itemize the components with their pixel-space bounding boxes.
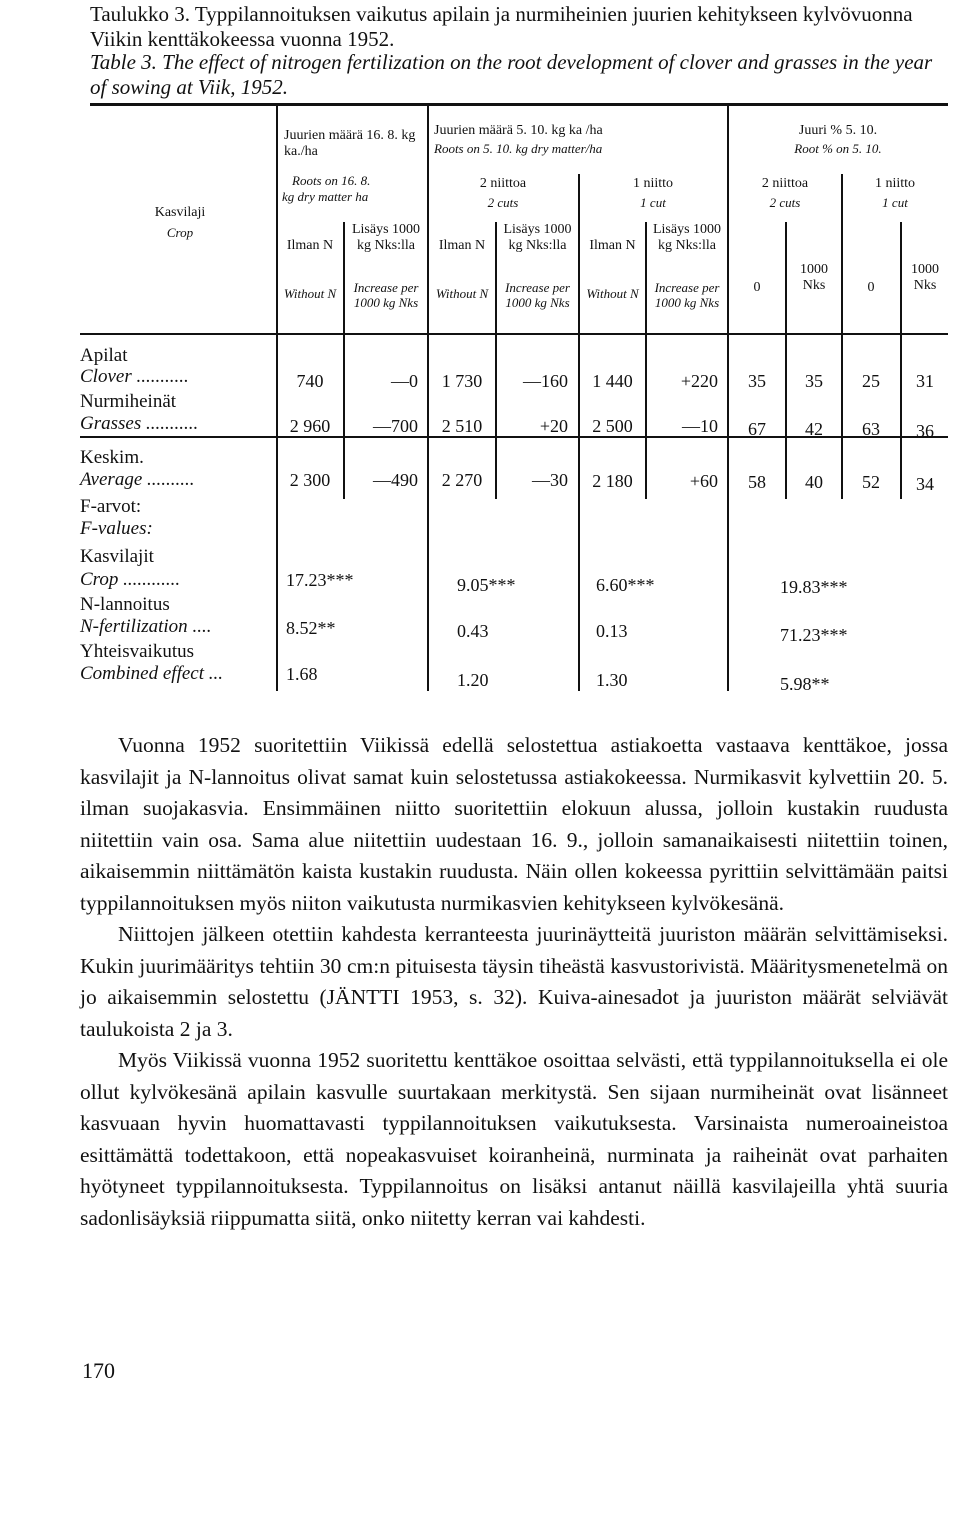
subheader-without-n-en: Without N [586,286,639,301]
fvalue-label-nfert-en: N-fertilization .... [80,616,212,637]
subheader-without-n: Ilman N [438,238,486,253]
cell: +20 [539,416,568,436]
col-rule [343,222,345,499]
cell: 740 [296,371,324,391]
subheader-nks: 1000 Nks [911,262,939,293]
subheader-increase: Lisäys 1000 kg Nks:lla [351,222,421,253]
row-label-grasses-en: Grasses ........... [80,413,199,434]
col-rule [578,174,580,691]
col-rule [727,106,729,691]
col-rule [900,222,902,499]
cut1-header: 1 niitto [632,176,674,191]
group3-header-en: Root % on 5. 10. [794,141,882,156]
paragraph: Vuonna 1952 suoritettiin Viikissä edellä selostettua astiakoetta vastaava kenttäkoe, jossa kasvilajit ja N-lannoitus olivat samat kuin selostetussa astiakokeessa. Nurmikasvit kylvettiin 20. 5. ilman suojakasvia. Ensimmäinen niitto suoritettiin elokuun alussa, jolloin kustakin ruudusta niitettiin vain osa. Sama alue niitettiin uudestaan 16. 9., jolloin samanaikaisesti niitettiin toinen, aikaisemmin niittämätön kaista kustakin ruudusta. Näin ollen kokeessa pyrittiin selvittämään paitsi typpilannoituksen myös niiton vaikutusta nurmikasvien kehitykseen kylvökesänä. [80,733,948,915]
cell: 35 [748,371,766,391]
fvalue-cell: 17.23*** [286,570,354,590]
col-rule [841,174,843,499]
cell: 67 [748,419,766,439]
cell: —30 [532,470,568,490]
subheader-increase-en: Increase per 1000 kg Nks [505,280,570,310]
crop-header: Kasvilaji [154,205,206,220]
cell: +60 [689,471,718,491]
subheader-increase-en: Increase per 1000 kg Nks [353,280,419,310]
subheader-increase: Lisäys 1000 kg Nks:lla [503,222,572,253]
fvalue-cell: 6.60*** [596,575,655,595]
row-label-clover-en: Clover ........... [80,366,189,387]
fvalue-cell: 0.13 [596,621,628,641]
subheader-without-n-en: Without N [435,286,489,301]
cell: 25 [862,371,880,391]
cell: 52 [862,472,880,492]
cut2-header-pct: 2 niittoa [761,176,809,191]
cell: 36 [916,421,934,441]
fvalue-cell: 0.43 [457,621,489,641]
cut1-header-pct-en: 1 cut [882,195,908,210]
cell: —490 [373,470,418,490]
cell: 2 300 [289,470,331,490]
cell: 1 440 [592,371,633,391]
cell: 31 [916,371,934,391]
subheader-without-n: Ilman N [286,238,334,253]
cut2-header-pct-en: 2 cuts [769,195,801,210]
paragraph: Myös Viikissä vuonna 1952 suoritettu kenttäkoe osoittaa selvästi, että typpilannoituksella ei ole ollut kylvökesänä apilain kasvulle suurtakaan merkitystä. Sen sijaan nurmiheinät ovat lisänneet kasvuaan hyvin huomattavasti typpilannoituksen vaikutuksesta. Varsinaista numeroaineistoa esittämättä todettakoon, että nopeakasvuiset koiranheinä, nurminata ja raiheinät ovat parhaiten hyötyneet typpilannoituksesta. Typpilannoitus on lisäksi antanut näillä kasvilajeilla yhtä suuria sadonlisäyksiä riippumatta siitä, onko niitetty kerran vai kahdesti. [80,1048,948,1230]
fvalue-label-combined: Yhteisvaikutus [80,641,194,662]
subheader-increase-en: Increase per 1000 kg Nks [654,280,720,310]
fvalue-cell: 5.98** [780,674,830,694]
group1-header-en: Roots on 16. 8. [292,173,371,188]
fvalue-label-crop: Kasvilajit [80,546,154,567]
cell: —0 [391,371,418,391]
cell: 40 [805,472,823,492]
paragraph: Niittojen jälkeen otettiin kahdesta kerranteesta juurinäytteitä juuriston määrän selvittämiseksi. Kukin juurimääritys tehtiin 30 cm:n pituisesta täysin tiheästä kasvustorivistä. Määritysmenetelmä on jo aikaisemmin selostettu (JÄNTTI 1953, s. 32). Kuiva-ainesadot ja juuriston määrät selviävät taulukoista 2 ja 3. [80,922,948,1041]
subheader-without-n: Ilman N [589,238,636,253]
cell: 2 960 [289,416,331,436]
cell: 58 [748,472,766,492]
cell: 1 730 [441,371,483,391]
fvalue-label-combined-en: Combined effect ... [80,663,223,684]
cell: +220 [680,371,718,391]
table-caption-finnish: Taulukko 3. Typpilannoituksen vaikutus apilain ja nurmiheinien juurien kehitykseen kylvövuonna Viikin kenttäkokeessa vuonna 1952. [90,2,913,51]
col-rule [427,106,429,691]
cut1-header-en: 1 cut [640,195,666,210]
subheader-zero: 0 [867,280,875,295]
cell: 34 [916,474,934,494]
page-number: 170 [82,1358,115,1383]
cell: 63 [862,419,880,439]
col-rule [785,222,787,499]
table-header-rule [80,333,948,335]
subheader-without-n-en: Without N [283,286,337,301]
subheader-increase: Lisäys 1000 kg Nks:lla [652,222,722,253]
cell: 2 510 [441,416,483,436]
group2-header: Juurien määrä 5. 10. kg ka /ha [434,123,603,138]
fvalue-cell: 1.30 [596,670,628,690]
table-caption-english: Table 3. The effect of nitrogen fertilization on the root development of clover and grasses in the year of sowing at Viik, 1952. [90,50,933,99]
group1-header: Juurien määrä 16. 8. kg ka./ha [284,128,416,159]
fvalue-cell: 1.20 [457,670,489,690]
group1-header-en-unit: kg dry matter ha [282,189,369,204]
col-rule [276,106,278,691]
row-label-clover: Apilat [80,345,128,366]
fvalues-heading: F-arvot: [80,496,142,517]
fvalue-cell: 8.52** [286,618,336,638]
subheader-zero: 0 [753,280,761,295]
cell: 2 270 [441,470,483,490]
row-label-average: Keskim. [80,447,144,468]
fvalue-label-crop-en: Crop ............ [80,569,181,590]
fvalue-cell: 71.23*** [780,625,848,645]
cell: 35 [805,371,823,391]
cell: 2 180 [592,471,633,491]
fvalue-cell: 9.05*** [457,575,516,595]
subheader-nks: 1000 Nks [800,262,828,293]
fvalue-cell: 19.83*** [780,577,848,597]
cut2-header-en: 2 cuts [487,195,519,210]
fvalue-label-nfert: N-lannoitus [80,594,170,615]
cell: 2 500 [592,416,633,436]
cut1-header-pct: 1 niitto [874,176,916,191]
col-rule [645,222,647,499]
cell: 42 [805,419,823,439]
row-label-average-en: Average .......... [80,469,195,490]
crop-header-en: Crop [166,225,194,240]
fvalues-heading-en: F-values: [80,518,153,539]
cell: —10 [682,416,718,436]
row-label-grasses: Nurmiheinät [80,391,177,412]
cut2-header: 2 niittoa [479,176,527,191]
fvalue-cell: 1.68 [286,664,318,684]
cell: —160 [523,371,568,391]
table-top-rule [90,103,948,106]
group2-header-en: Roots on 5. 10. kg dry matter/ha [434,141,603,156]
cell: —700 [373,416,418,436]
group3-header: Juuri % 5. 10. [798,123,878,138]
col-rule [495,222,497,499]
body-text [80,730,948,1234]
